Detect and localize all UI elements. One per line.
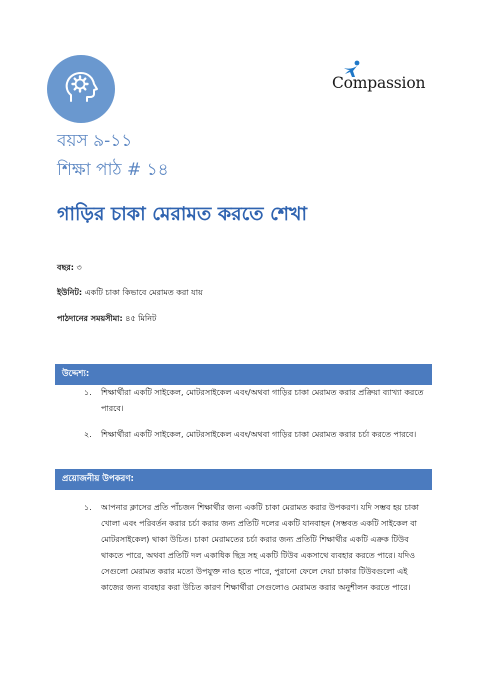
compassion-logo: [332, 60, 432, 100]
list-item: [84, 500, 430, 596]
lesson-icon-badge: [47, 55, 115, 123]
objectives-list: [84, 385, 430, 453]
meta-year-value: ৩: [76, 263, 82, 272]
meta-time-label: পাঠদানের সময়সীমা:: [57, 314, 123, 323]
meta-time: [57, 313, 156, 326]
list-item-text: শিক্ষার্থীরা একটি সাইকেল, মোটরসাইকেল এবং/অথবা গাড়ির চাকা মেরামত করার প্রক্রিয়া ব্যাখ্যা করতে পারবে।: [101, 388, 424, 413]
meta-year-label: বছর:: [57, 263, 74, 272]
list-item-text: শিক্ষার্থীরা একটি সাইকেল, মোটরসাইকেল এবং/অথবা গাড়ির চাকা মেরামত করার চর্চা করতে পারবে।: [101, 430, 417, 439]
meta-year: [57, 262, 82, 275]
age-range: বয়স ৯-১১: [57, 131, 133, 151]
lesson-number: শিক্ষা পাঠ # ১৪: [57, 160, 169, 180]
list-item-number: ১.: [84, 503, 92, 512]
page-title: গাড়ির চাকা মেরামত করতে শেখা: [57, 203, 308, 225]
list-item-number: ২.: [84, 430, 92, 439]
list-item: [84, 385, 430, 417]
objectives-heading: উদ্দেশ্য:: [55, 364, 432, 385]
meta-unit: [57, 287, 203, 300]
gear-head-icon: [59, 67, 103, 111]
list-item-text: আপনার ক্লাসের প্রতি পাঁচজন শিক্ষার্থীর জন্য একটি চাকা মেরামত করার উপকরণ। যদি সম্ভব হয় চাকা খোলা এবং পরিবর্তন করার চর্চা করার জন্য প্রতিটি দলের একটি যানবাহন (সম্ভবত একটি সাইকেল বা মোটরসাইকেল) থাকা উচিত। চাকা মেরামতের চর্চা করার জন্য প্রতিটি শিক্ষার্থীর একটি এক্রক টিউব থাকতে পারে, অথবা প্রতিটি দল একাধিক ছিদ্র সহ একটি টিউব একসাথে ব্যবহার করতে পারে। যদিও সেগুলো মেরামত করার মতো উপযুক্ত নাও হতে পারে, পুরানো ফেলে দেয়া চাকার টিউবগুলো এই কাজের জন্য ব্যবহার করা উচিত কারণ শিক্ষার্থীরা সেগুলোও মেরামত করার অনুশীলন করতে পারে।: [101, 503, 419, 592]
meta-unit-label: ইউনিট:: [57, 288, 83, 297]
brand-name: Compassion: [332, 74, 426, 92]
materials-list: [84, 500, 430, 606]
list-item-number: ১.: [84, 388, 92, 397]
materials-heading: প্রয়োজনীয় উপকরণ:: [55, 469, 432, 490]
meta-unit-value: একটি চাকা কিভাবে মেরামত করা যায়: [84, 288, 203, 297]
list-item: [84, 427, 430, 443]
meta-time-value: ৪৫ মিনিট: [125, 314, 157, 323]
